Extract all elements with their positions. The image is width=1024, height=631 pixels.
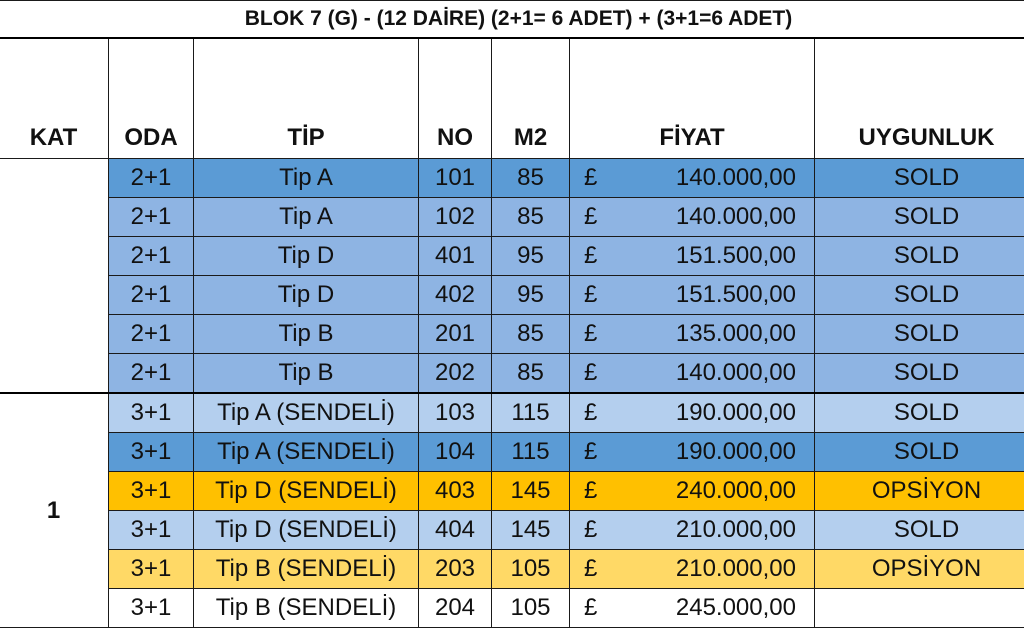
table-row: [0, 472, 1024, 511]
price-cell: 140.000,00: [620, 198, 815, 237]
price-cell: 210.000,00: [620, 550, 815, 589]
tip-cell: Tip D: [194, 276, 419, 315]
m2-cell: 85: [492, 315, 570, 354]
m2-cell: 145: [492, 511, 570, 550]
header-kat: KAT: [0, 38, 109, 159]
tip-cell: Tip A: [194, 159, 419, 198]
m2-cell: 85: [492, 159, 570, 198]
table-title: BLOK 7 (G) - (12 DAİRE) (2+1= 6 ADET) + (3+1=6 ADET): [0, 1, 1024, 39]
status-cell: SOLD: [815, 511, 1024, 550]
price-cell: 210.000,00: [620, 511, 815, 550]
no-cell: 404: [419, 511, 492, 550]
currency-cell: £: [570, 315, 620, 354]
header-fiyat: FİYAT: [570, 38, 815, 159]
table-row: [0, 159, 1024, 198]
m2-cell: 95: [492, 237, 570, 276]
status-cell: SOLD: [815, 393, 1024, 433]
table-row: [0, 511, 1024, 550]
tip-cell: Tip B: [194, 315, 419, 354]
price-cell: 151.500,00: [620, 276, 815, 315]
table-row: [0, 589, 1024, 628]
currency-cell: £: [570, 393, 620, 433]
currency-cell: £: [570, 511, 620, 550]
no-cell: 401: [419, 237, 492, 276]
no-cell: 402: [419, 276, 492, 315]
table-row: [0, 433, 1024, 472]
status-cell: OPSİYON: [815, 472, 1024, 511]
status-cell: SOLD: [815, 315, 1024, 354]
oda-cell: 3+1: [109, 511, 194, 550]
oda-cell: 2+1: [109, 198, 194, 237]
no-cell: 101: [419, 159, 492, 198]
m2-cell: 115: [492, 433, 570, 472]
price-cell: 240.000,00: [620, 472, 815, 511]
no-cell: 202: [419, 354, 492, 394]
status-cell: SOLD: [815, 159, 1024, 198]
header-no: NO: [419, 38, 492, 159]
status-cell: SOLD: [815, 198, 1024, 237]
table-row: [0, 550, 1024, 589]
header-oda: ODA: [109, 38, 194, 159]
currency-cell: £: [570, 433, 620, 472]
currency-cell: £: [570, 198, 620, 237]
currency-cell: £: [570, 589, 620, 628]
price-cell: 151.500,00: [620, 237, 815, 276]
table-row: [0, 393, 1024, 433]
kat-cell-empty: [0, 159, 109, 394]
tip-cell: Tip A: [194, 198, 419, 237]
status-cell: [815, 589, 1024, 628]
status-cell: SOLD: [815, 237, 1024, 276]
table-row: [0, 276, 1024, 315]
oda-cell: 2+1: [109, 159, 194, 198]
currency-cell: £: [570, 237, 620, 276]
currency-cell: £: [570, 354, 620, 394]
oda-cell: 2+1: [109, 276, 194, 315]
price-cell: 190.000,00: [620, 393, 815, 433]
no-cell: 403: [419, 472, 492, 511]
oda-cell: 3+1: [109, 393, 194, 433]
header-uygunluk: UYGUNLUK: [815, 38, 1024, 159]
header-row: [0, 38, 1024, 159]
oda-cell: 3+1: [109, 550, 194, 589]
table-row: [0, 237, 1024, 276]
oda-cell: 3+1: [109, 433, 194, 472]
tip-cell: Tip D: [194, 237, 419, 276]
price-cell: 190.000,00: [620, 433, 815, 472]
oda-cell: 3+1: [109, 589, 194, 628]
tip-cell: Tip D (SENDELİ): [194, 511, 419, 550]
currency-cell: £: [570, 472, 620, 511]
m2-cell: 105: [492, 550, 570, 589]
header-tip: TİP: [194, 38, 419, 159]
table-row: [0, 354, 1024, 394]
table-row: [0, 198, 1024, 237]
tip-cell: Tip B (SENDELİ): [194, 589, 419, 628]
no-cell: 104: [419, 433, 492, 472]
status-cell: OPSİYON: [815, 550, 1024, 589]
tip-cell: Tip B: [194, 354, 419, 394]
m2-cell: 115: [492, 393, 570, 433]
price-cell: 140.000,00: [620, 354, 815, 394]
tip-cell: Tip D (SENDELİ): [194, 472, 419, 511]
currency-cell: £: [570, 550, 620, 589]
no-cell: 201: [419, 315, 492, 354]
m2-cell: 85: [492, 198, 570, 237]
header-m2: M2: [492, 38, 570, 159]
m2-cell: 145: [492, 472, 570, 511]
no-cell: 203: [419, 550, 492, 589]
no-cell: 103: [419, 393, 492, 433]
m2-cell: 105: [492, 589, 570, 628]
oda-cell: 2+1: [109, 237, 194, 276]
status-cell: SOLD: [815, 433, 1024, 472]
status-cell: SOLD: [815, 276, 1024, 315]
table-row: [0, 315, 1024, 354]
status-cell: SOLD: [815, 354, 1024, 394]
tip-cell: Tip A (SENDELİ): [194, 433, 419, 472]
m2-cell: 95: [492, 276, 570, 315]
tip-cell: Tip A (SENDELİ): [194, 393, 419, 433]
currency-cell: £: [570, 159, 620, 198]
kat-cell: 1: [0, 393, 109, 628]
price-cell: 245.000,00: [620, 589, 815, 628]
no-cell: 204: [419, 589, 492, 628]
price-cell: 135.000,00: [620, 315, 815, 354]
oda-cell: 2+1: [109, 354, 194, 394]
oda-cell: 2+1: [109, 315, 194, 354]
no-cell: 102: [419, 198, 492, 237]
currency-cell: £: [570, 276, 620, 315]
tip-cell: Tip B (SENDELİ): [194, 550, 419, 589]
oda-cell: 3+1: [109, 472, 194, 511]
price-cell: 140.000,00: [620, 159, 815, 198]
m2-cell: 85: [492, 354, 570, 394]
